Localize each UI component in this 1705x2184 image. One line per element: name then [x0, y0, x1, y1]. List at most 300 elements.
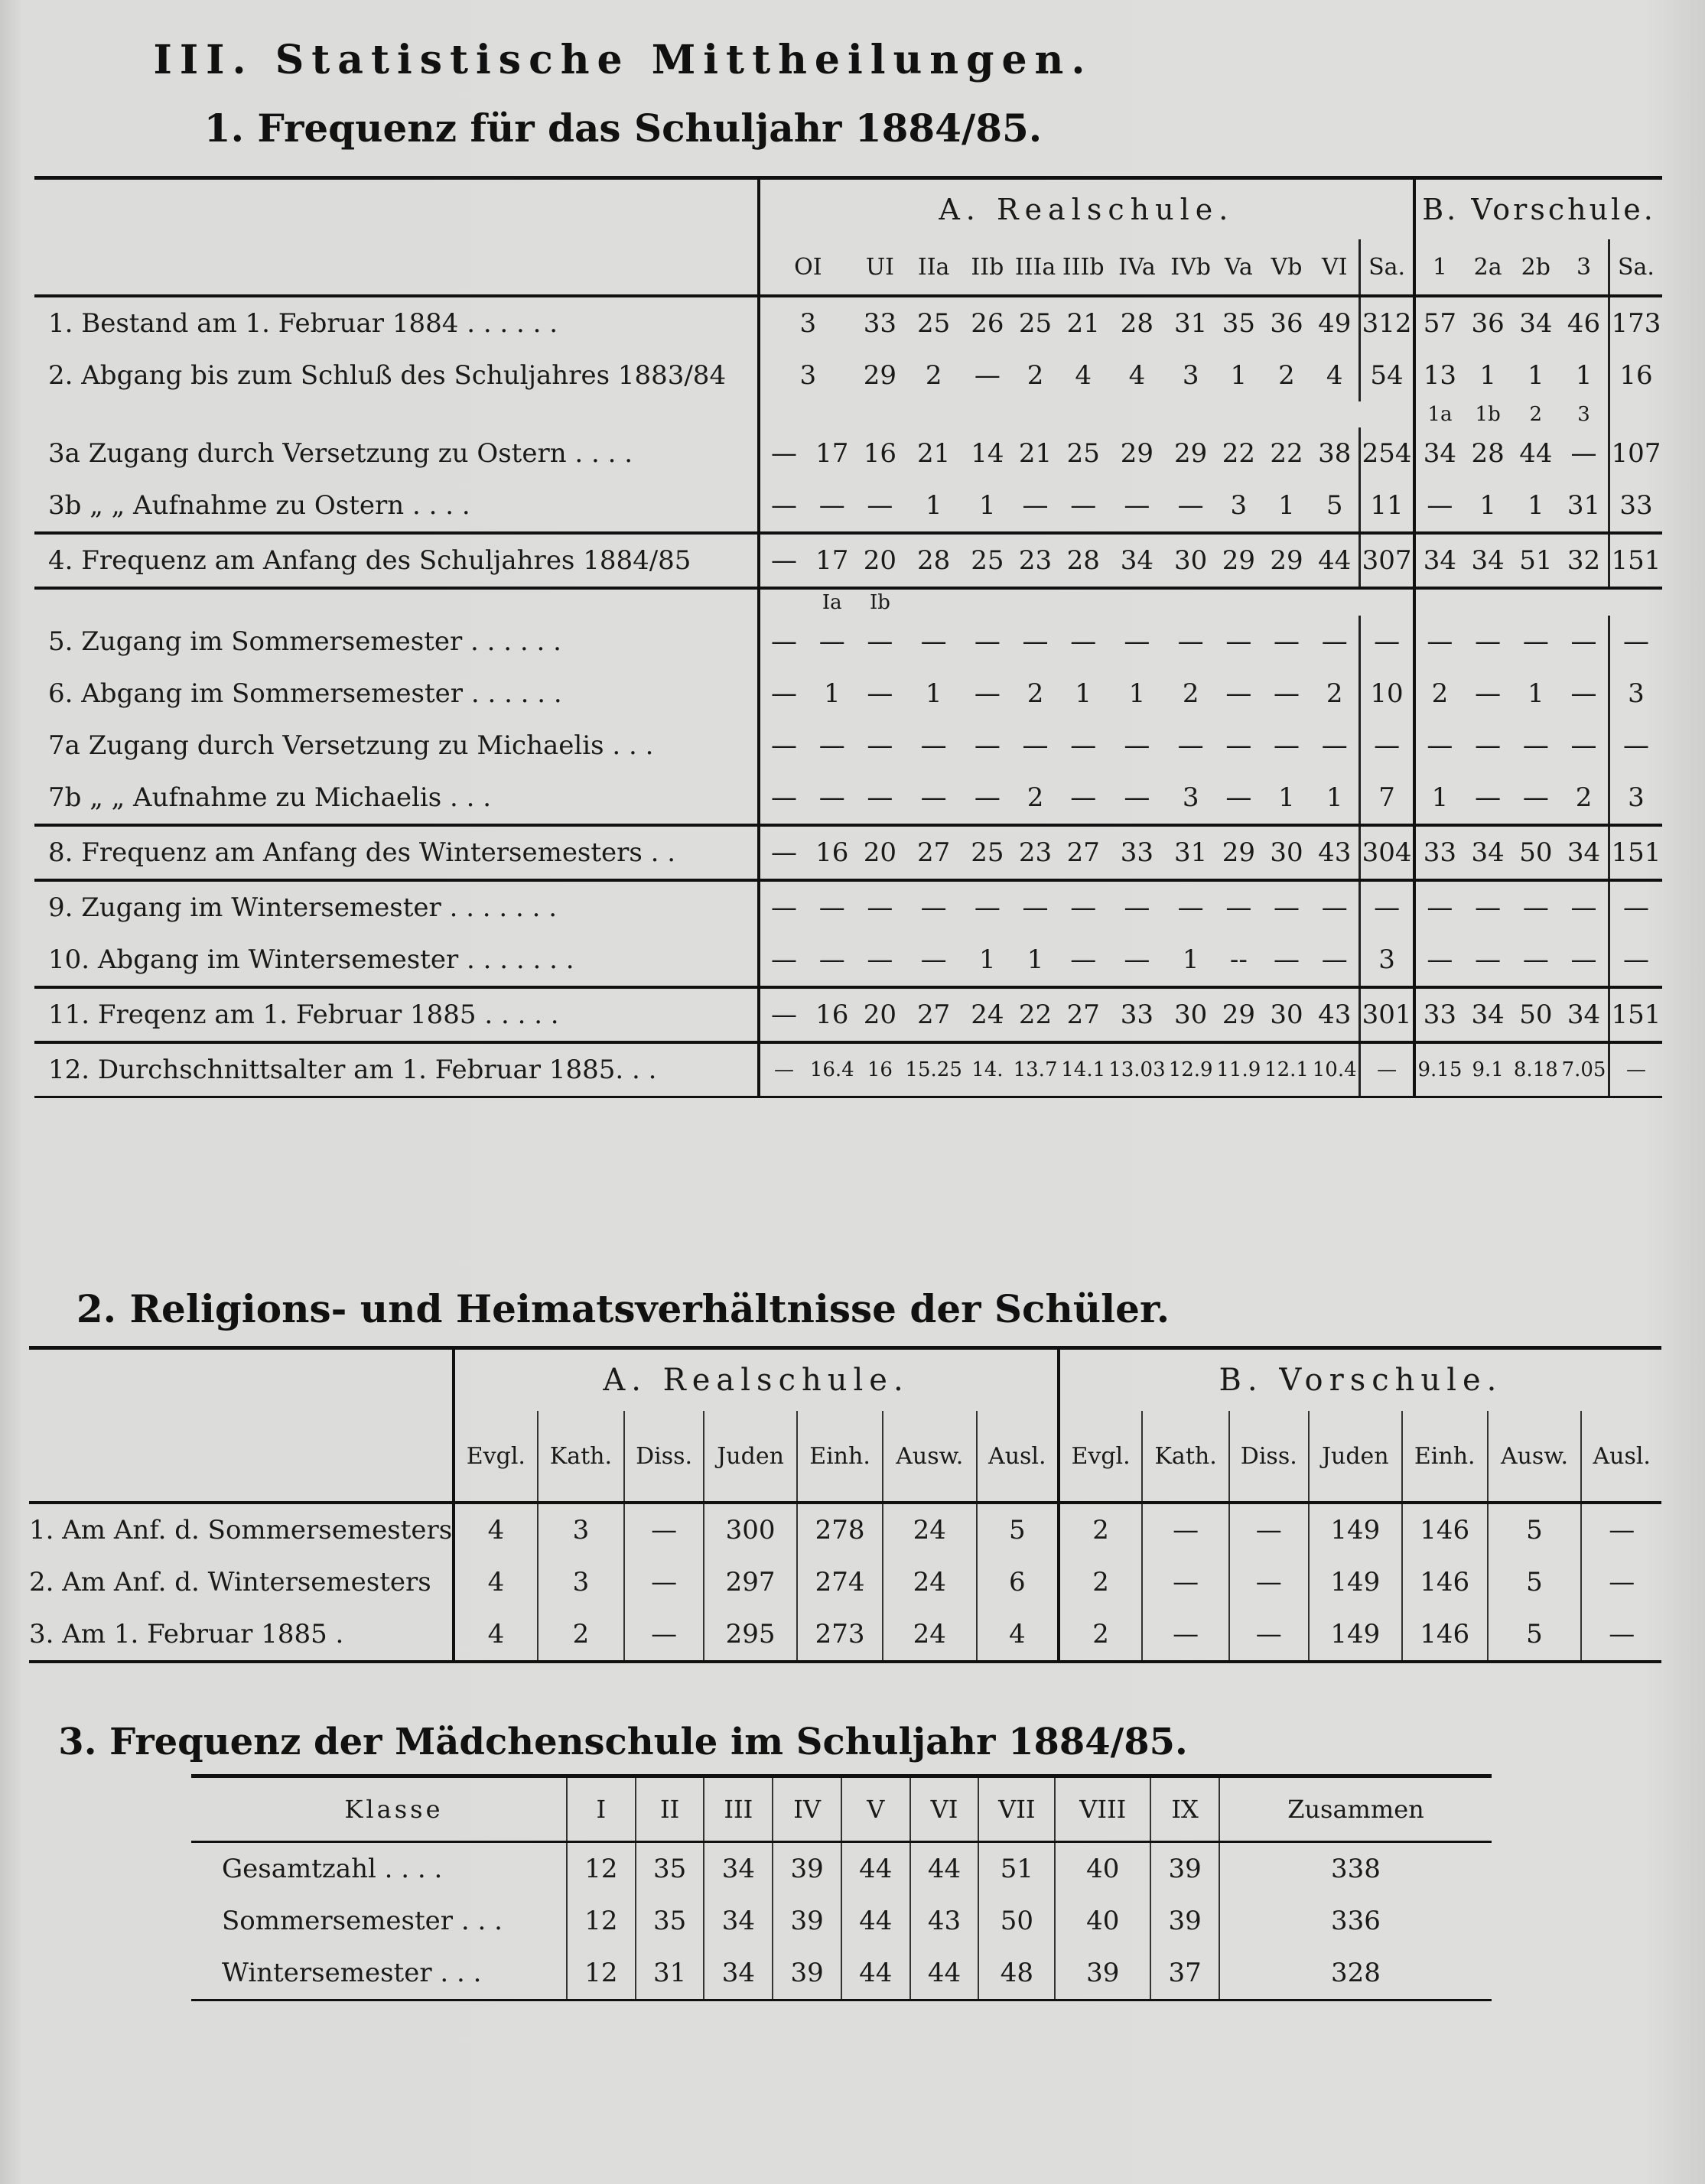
cell: 39	[773, 1895, 841, 1947]
cell: 37	[1150, 1947, 1219, 2000]
cell: 297	[704, 1556, 797, 1608]
table-row	[34, 880, 1662, 934]
cell: 3	[1609, 772, 1662, 825]
cell: —	[818, 626, 845, 657]
cell: —	[1570, 438, 1597, 469]
cell: —	[1475, 626, 1502, 657]
cell: —	[624, 1556, 704, 1608]
row-label: 7a Zugang durch Versetzung zu Michaelis . . .	[48, 730, 654, 761]
column-header: Juden	[1309, 1411, 1402, 1503]
column-header: VI	[910, 1776, 979, 1842]
cell: 1	[925, 490, 942, 521]
cell: —	[1124, 490, 1150, 521]
cell: 20	[856, 825, 904, 880]
sub-column-header: 2	[1529, 403, 1543, 426]
column-header: III	[704, 1776, 773, 1842]
cell: 1	[1479, 490, 1496, 521]
cell: 1	[925, 678, 942, 709]
cell: 2	[1059, 1503, 1142, 1556]
cell: 7.05	[1560, 1042, 1609, 1097]
table-row	[29, 1608, 1661, 1662]
cell: 4	[977, 1608, 1059, 1662]
cell: —	[1360, 616, 1414, 668]
cell: 34	[1464, 987, 1512, 1042]
row-label: 2. Abgang bis zum Schluß des Schuljahres 1883/84	[48, 360, 727, 391]
cell: 27	[904, 987, 964, 1042]
cell: —	[1360, 880, 1414, 934]
cell: —	[1229, 1608, 1309, 1662]
cell: 24	[883, 1608, 977, 1662]
cell: —	[1070, 944, 1097, 975]
cell: 20	[856, 533, 904, 588]
cell: —	[759, 616, 809, 668]
cell: 57	[1414, 296, 1464, 349]
cell: —	[867, 678, 893, 709]
column-header: Einh.	[1402, 1411, 1488, 1503]
table-row	[29, 1556, 1661, 1608]
cell: —	[1225, 626, 1252, 657]
group-b-header: B. Vorschule.	[1414, 178, 1662, 240]
cell: —	[1360, 720, 1414, 772]
column-header: IIIa	[1014, 253, 1056, 281]
cell: 40	[1055, 1895, 1150, 1947]
cell: —	[1321, 730, 1348, 761]
cell: 4	[454, 1556, 537, 1608]
cell: --	[1229, 944, 1248, 975]
cell: 43	[910, 1895, 979, 1947]
cell: 4	[1326, 360, 1343, 391]
row-label: 5. Zugang im Sommersemester . . . . . .	[48, 626, 561, 657]
cell: 33	[1609, 479, 1662, 533]
cell: 22	[1222, 438, 1255, 469]
column-header-row	[191, 1776, 1492, 1842]
girls-school-table	[191, 1774, 1492, 2001]
cell: —	[1310, 880, 1359, 934]
cell: —	[759, 720, 809, 772]
cell: —	[974, 678, 1001, 709]
blank	[1609, 401, 1662, 427]
cell: —	[759, 825, 809, 880]
table-row	[34, 349, 1662, 401]
column-header: Ausw.	[883, 1411, 977, 1503]
cell: —	[1464, 880, 1512, 934]
cell: 2	[1027, 360, 1044, 391]
cell: —	[1581, 1556, 1661, 1608]
cell: 1	[1528, 360, 1544, 391]
cell: —	[759, 772, 809, 825]
cell: 50	[1511, 987, 1560, 1042]
cell: 3	[538, 1556, 625, 1608]
cell: —	[1570, 730, 1597, 761]
cell: 12	[567, 1842, 636, 1896]
cell: 33	[1108, 987, 1167, 1042]
column-header: I	[567, 1776, 636, 1842]
cell: 50	[1511, 825, 1560, 880]
cell: —	[1124, 626, 1150, 657]
header-blank	[29, 1348, 454, 1412]
cell: 3	[1182, 782, 1199, 813]
cell: 4	[454, 1503, 537, 1556]
cell: —	[1414, 880, 1464, 934]
column-header: Diss.	[624, 1411, 704, 1503]
blank	[759, 588, 809, 616]
cell: 29	[1215, 825, 1263, 880]
cell: 12	[567, 1947, 636, 2000]
cell: 10	[1360, 668, 1414, 720]
row-label: 9. Zugang im Wintersemester . . . . . . .	[34, 880, 759, 934]
cell: 33	[1108, 825, 1167, 880]
cell: —	[1414, 616, 1464, 668]
row-label: 11. Freqenz am 1. Februar 1885 . . . . .	[34, 987, 759, 1042]
cell: 25	[904, 296, 964, 349]
cell: 31	[636, 1947, 704, 2000]
cell: —	[1177, 626, 1204, 657]
column-header: Vb	[1271, 253, 1303, 281]
cell: 51	[1511, 533, 1560, 588]
cell: —	[867, 626, 893, 657]
cell: 54	[1360, 349, 1414, 401]
cell: 30	[1166, 987, 1215, 1042]
cell: —	[1124, 944, 1150, 975]
cell: 49	[1310, 296, 1359, 349]
cell: 1	[1278, 490, 1295, 521]
cell: 33	[1414, 825, 1464, 880]
cell: —	[1070, 490, 1097, 521]
cell: 1	[1278, 782, 1295, 813]
column-header: 1	[1414, 239, 1464, 296]
cell: 25	[964, 533, 1012, 588]
blank	[759, 401, 1414, 427]
cell: 13	[1414, 349, 1464, 401]
cell: —	[1475, 678, 1502, 709]
cell: 328	[1219, 1947, 1492, 2000]
cell: —	[759, 533, 809, 588]
cell: —	[759, 880, 809, 934]
cell: 46	[1560, 296, 1609, 349]
cell: 36	[1464, 296, 1512, 349]
cell: 39	[1055, 1947, 1150, 2000]
cell: —	[1522, 730, 1549, 761]
cell: 1	[1528, 678, 1544, 709]
cell: —	[1108, 880, 1167, 934]
cell: 10.4	[1310, 1042, 1359, 1097]
cell: —	[759, 934, 809, 987]
cell: —	[1570, 944, 1597, 975]
cell: —	[1570, 678, 1597, 709]
cell: 3	[1182, 360, 1199, 391]
cell: —	[974, 782, 1001, 813]
cell: 5	[1326, 490, 1343, 521]
row-label: Sommersemester . . .	[222, 1906, 503, 1936]
table-row	[34, 616, 1662, 668]
cell: —	[1581, 1608, 1661, 1662]
cell: 29	[1174, 438, 1208, 469]
cell: —	[856, 880, 904, 934]
row-label: 4. Frequenz am Anfang des Schuljahres 1884/85	[34, 533, 759, 588]
cell: 2	[1326, 678, 1343, 709]
table-row	[34, 479, 1662, 533]
cell: 6	[977, 1556, 1059, 1608]
cell: 30	[1263, 987, 1311, 1042]
row-label: 3. Am 1. Februar 1885 .	[29, 1608, 454, 1662]
cell: 1	[1414, 772, 1464, 825]
cell: 338	[1219, 1842, 1492, 1896]
cell: 35	[1215, 296, 1263, 349]
column-header: Diss.	[1229, 1411, 1309, 1503]
cell: —	[624, 1503, 704, 1556]
cell: —	[1059, 880, 1108, 934]
cell: 151	[1609, 533, 1662, 588]
row-label: Gesamtzahl . . . .	[222, 1854, 443, 1884]
cell: —	[1215, 880, 1263, 934]
cell: —	[1609, 1042, 1662, 1097]
cell: 1	[1027, 944, 1044, 975]
cell: 38	[1318, 438, 1352, 469]
religion-table	[29, 1346, 1661, 1663]
cell: —	[818, 490, 845, 521]
table-row	[34, 1042, 1662, 1097]
cell: 51	[978, 1842, 1055, 1896]
cell: 34	[1414, 427, 1464, 479]
cell: 2	[538, 1608, 625, 1662]
column-header: IIIb	[1062, 253, 1105, 281]
cell: 16	[863, 438, 897, 469]
cell: —	[974, 360, 1001, 391]
cell: —	[1177, 490, 1204, 521]
cell: —	[1225, 782, 1252, 813]
column-header-row	[34, 239, 1662, 296]
column-header: II	[636, 1776, 704, 1842]
cell: 44	[841, 1842, 910, 1896]
cell: 28	[904, 533, 964, 588]
cell: 107	[1609, 427, 1662, 479]
table-row	[34, 720, 1662, 772]
section2-title: 2. Religions- und Heimatsverhältnisse der Schüler.	[76, 1286, 1170, 1331]
cell: —	[1522, 782, 1549, 813]
cell: —	[1273, 626, 1300, 657]
cell: 2	[1059, 1556, 1142, 1608]
cell: —	[1321, 944, 1348, 975]
column-header: Ausw.	[1488, 1411, 1582, 1503]
blank	[1414, 588, 1662, 616]
cell: 273	[797, 1608, 883, 1662]
cell: —	[1142, 1608, 1229, 1662]
cell: 34	[1414, 533, 1464, 588]
cell: —	[1229, 1556, 1309, 1608]
blank	[34, 588, 759, 616]
column-header: Evgl.	[1059, 1411, 1142, 1503]
cell: 34	[704, 1895, 773, 1947]
cell: —	[1475, 730, 1502, 761]
cell: —	[1177, 730, 1204, 761]
cell: 21	[917, 438, 951, 469]
table-row	[34, 772, 1662, 825]
table-row	[34, 825, 1662, 880]
cell: —	[1225, 678, 1252, 709]
cell: 312	[1360, 296, 1414, 349]
table-row	[29, 1503, 1661, 1556]
cell: —	[624, 1608, 704, 1662]
cell: 22	[1270, 438, 1303, 469]
cell: —	[1475, 782, 1502, 813]
cell: 12	[567, 1895, 636, 1947]
row-label: 7b „ „ Aufnahme zu Michaelis . . .	[48, 782, 491, 813]
column-header: IVa	[1118, 253, 1156, 281]
subheader-row	[34, 588, 1662, 616]
cell: 151	[1609, 825, 1662, 880]
cell: —	[1273, 730, 1300, 761]
cell: —	[1070, 782, 1097, 813]
cell: —	[818, 944, 845, 975]
cell: —	[808, 880, 856, 934]
cell: 2	[1575, 782, 1593, 813]
cell: 23	[1011, 533, 1059, 588]
cell: 29	[863, 360, 897, 391]
cell: 34	[1511, 296, 1560, 349]
cell: 14.	[964, 1042, 1012, 1097]
header-blank	[29, 1411, 454, 1503]
page-heading: III. Statistische Mittheilungen.	[153, 37, 1093, 83]
table-row	[34, 668, 1662, 720]
cell: 149	[1309, 1503, 1402, 1556]
column-header: OI	[759, 239, 856, 296]
cell: —	[1609, 616, 1662, 668]
cell: —	[1609, 880, 1662, 934]
cell: —	[1124, 782, 1150, 813]
cell: 146	[1402, 1556, 1488, 1608]
cell: —	[1263, 880, 1311, 934]
column-header: Sa.	[1609, 239, 1662, 296]
cell: —	[867, 490, 893, 521]
group-a-header: A. Realschule.	[759, 178, 1414, 240]
column-header: Juden	[704, 1411, 797, 1503]
cell: —	[759, 427, 809, 479]
cell: —	[920, 782, 947, 813]
sub-column-header: Ib	[856, 588, 904, 616]
cell: 43	[1310, 987, 1359, 1042]
cell: 39	[773, 1842, 841, 1896]
column-header: IX	[1150, 1776, 1219, 1842]
cell: 278	[797, 1503, 883, 1556]
header-blank	[34, 239, 759, 296]
cell: —	[974, 730, 1001, 761]
cell: 25	[964, 825, 1012, 880]
cell: 11.9	[1215, 1042, 1263, 1097]
cell: 30	[1263, 825, 1311, 880]
cell: 13.03	[1108, 1042, 1167, 1097]
cell: —	[818, 782, 845, 813]
column-header: 3	[1576, 253, 1592, 281]
cell: —	[759, 668, 809, 720]
column-header: Sa.	[1360, 239, 1414, 296]
cell: —	[1273, 944, 1300, 975]
cell: 16	[856, 1042, 904, 1097]
column-header: Ausl.	[1581, 1411, 1661, 1503]
cell: 149	[1309, 1556, 1402, 1608]
cell: 2	[1414, 668, 1464, 720]
cell: 28	[1059, 533, 1108, 588]
blank	[904, 588, 1414, 616]
cell: 26	[964, 296, 1012, 349]
cell: 304	[1360, 825, 1414, 880]
table-row	[34, 427, 1662, 479]
cell: 22	[1011, 987, 1059, 1042]
table-row	[191, 1842, 1492, 1896]
cell: 44	[841, 1895, 910, 1947]
cell: 3	[1609, 668, 1662, 720]
cell: —	[1229, 1503, 1309, 1556]
column-header: VI	[1321, 253, 1348, 281]
cell: 29	[1215, 987, 1263, 1042]
cell: —	[1560, 880, 1609, 934]
sub-column-header: Ia	[808, 588, 856, 616]
cell: 146	[1402, 1608, 1488, 1662]
cell: 151	[1609, 987, 1662, 1042]
cell: 39	[1150, 1895, 1219, 1947]
column-header: 2a	[1473, 253, 1502, 281]
cell: 300	[704, 1503, 797, 1556]
cell: —	[1070, 730, 1097, 761]
cell: —	[974, 626, 1001, 657]
cell: 1	[1479, 360, 1496, 391]
cell: 1	[979, 490, 996, 521]
cell: 48	[978, 1947, 1055, 2000]
cell: 31	[1166, 825, 1215, 880]
group-a-header: A. Realschule.	[454, 1348, 1059, 1412]
cell: —	[1022, 730, 1049, 761]
cell: —	[1142, 1503, 1229, 1556]
cell: 11	[1360, 479, 1414, 533]
cell: 146	[1402, 1503, 1488, 1556]
column-header: V	[841, 1776, 910, 1842]
cell: 1	[1575, 360, 1593, 391]
row-label: 3a Zugang durch Versetzung zu Ostern . . . .	[48, 438, 633, 469]
cell: 1	[1528, 490, 1544, 521]
row-label: Wintersemester . . .	[191, 1947, 567, 2000]
cell: —	[1581, 1503, 1661, 1556]
cell: —	[1609, 934, 1662, 987]
cell: 12.9	[1166, 1042, 1215, 1097]
cell: —	[920, 944, 947, 975]
cell: 34	[1464, 533, 1512, 588]
cell: 2	[1182, 678, 1199, 709]
cell: 2	[1278, 360, 1295, 391]
cell: 9.1	[1464, 1042, 1512, 1097]
cell: —	[1475, 944, 1502, 975]
cell: 34	[1108, 533, 1167, 588]
cell: 34	[704, 1842, 773, 1896]
cell: 3	[538, 1503, 625, 1556]
cell: 9.15	[1414, 1042, 1464, 1097]
subheader-row	[34, 401, 1662, 427]
cell: 25	[1066, 438, 1100, 469]
header-row	[29, 1348, 1661, 1412]
cell: 3	[759, 349, 856, 401]
cell: —	[904, 880, 964, 934]
cell: —	[1225, 730, 1252, 761]
cell: 39	[773, 1947, 841, 2000]
header-blank	[34, 178, 759, 240]
cell: —	[759, 987, 809, 1042]
cell: 39	[1150, 1842, 1219, 1896]
cell: —	[1142, 1556, 1229, 1608]
cell: 35	[636, 1895, 704, 1947]
cell: 14.1	[1059, 1042, 1108, 1097]
cell: 36	[1263, 296, 1311, 349]
cell: —	[867, 730, 893, 761]
cell: 29	[1263, 533, 1311, 588]
cell: —	[1124, 730, 1150, 761]
